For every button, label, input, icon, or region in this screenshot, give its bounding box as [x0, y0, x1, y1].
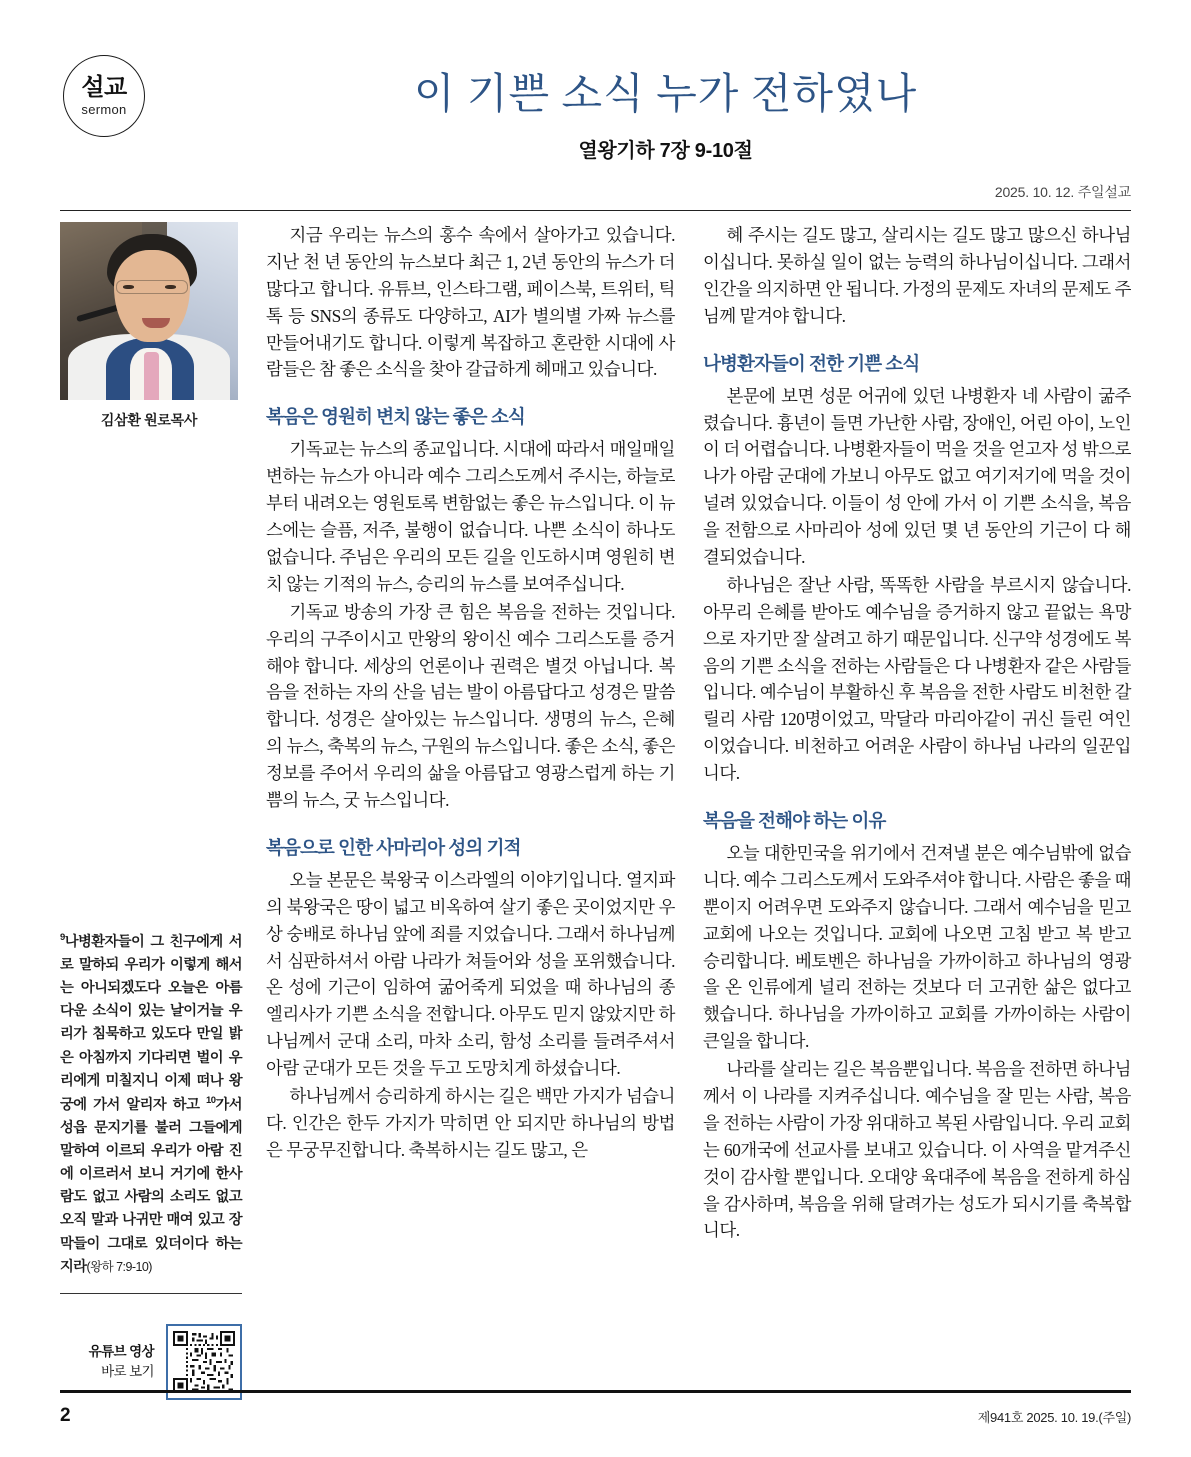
paragraph: 기독교 방송의 가장 큰 힘은 복음을 전하는 것입니다. 우리의 구주이시고 만왕의 왕이신 예수 그리스도를 증거해야 합니다. 세상의 언론이나 권력은 별것 아닙니다. 복음을 전하는 자의 산을 넘는 발이 아름답다고 성경은 말씀합니다. 성경은 살아있는 뉴스입니다. 생명의 뉴스, 은혜의 뉴스, 축복의 뉴스, 구원의 뉴스입니다. 좋은 소식, 좋은 정보를 주어서 우리의 삶을 아름답고 영광스럽게 하는 기쁨의 뉴스, 굿 뉴스입니다.	[266, 601, 675, 810]
verse-marker-10: 10	[206, 1094, 216, 1106]
paragraph: 지금 우리는 뉴스의 홍수 속에서 살아가고 있습니다. 지난 천 년 동안의 뉴스보다 최근 1, 2년 동안의 뉴스가 더 많다고 합니다. 유튜브, 인스타그램, 페이스북, 트위터, 틱톡 등 SNS의 종류도 다양하고, AI가 별의별 가짜 뉴스를 만들어내기도 합니다. 이렇게 복잡하고 혼란한 시대에 사람들은 참 좋은 소식을 찾아 갈급하게 헤매고 있습니다.	[266, 225, 676, 380]
sidebar-divider	[60, 1293, 242, 1294]
middle-article-column	[252, 222, 689, 1362]
youtube-qr-block[interactable]	[60, 1324, 242, 1400]
scripture-quote-part-1: 나병환자들이 그 친구에게 서로 말하되 우리가 이렇게 해서는 아니되겠도다 오늘은 아름다운 소식이 있는 날이거늘 우리가 침묵하고 있도다 만일 밝은 아침까지 기다리면 벌이 우리에게 미칠지니 이제 떠나 왕궁에 가서 알리자 하고	[60, 933, 242, 1113]
page-title: 이 기쁜 소식 누가 전하였나	[413, 72, 918, 118]
page-number: 2	[60, 1405, 71, 1426]
sermon-badge-english-label: sermon	[81, 102, 127, 117]
page-footer	[60, 1405, 1131, 1427]
paragraph: 오늘 대한민국을 위기에서 건져낼 분은 예수님밖에 없습니다. 예수 그리스도께서 도와주셔야 합니다. 사람은 좋을 때뿐이지 어려우면 도와주지 않습니다. 그래서 예수님을 믿고 교회에 나오는 것입니다. 교회에 나오면 고침 받고 복 받고 승리합니다. 베토벤은 하나님을 가까이하고 하나님의 영광을 온 인류에게 널리 전하는 것보다 더 고귀한 삶은 없다고 했습니다. 하나님을 가까이하고 교회를 가까이하는 사람이 큰일을 합니다.	[703, 843, 1131, 1052]
paragraph: 기독교는 뉴스의 종교입니다. 시대에 따라서 매일매일 변하는 뉴스가 아니라 예수 그리스도께서 주시는, 하늘로부터 내려오는 영원토록 변함없는 좋은 뉴스입니다. 이 뉴스에는 슬픔, 저주, 불행이 없습니다. 나쁜 소식이 하나도 없습니다. 주님은 우리의 모든 길을 인도하시며 영원히 변치 않는 기적의 뉴스, 승리의 뉴스를 보여주십니다.	[266, 439, 675, 594]
sermon-badge	[63, 55, 145, 137]
qr-label	[89, 1342, 154, 1383]
scripture-quote-box	[60, 930, 242, 1279]
left-sidebar-column	[60, 222, 252, 1379]
masthead	[0, 0, 1191, 200]
scripture-quote-part-2: 가서 성읍 문지기를 불러 그들에게 말하여 이르되 우리가 아람 진에 이르러서 보니 거기에 한사람도 없고 사람의 소리도 없고 오직 말과 나귀만 매여 있고 장막들이 그대로 있더이다 하는지라	[60, 1096, 242, 1275]
section-heading-lepers-good-news: 나병환자들이 전한 기쁜 소식	[703, 352, 920, 374]
paragraph: 혜 주시는 길도 많고, 살리시는 길도 많고 많으신 하나님이십니다. 못하실 일이 없는 능력의 하나님이십니다. 그래서 인간을 의지하면 안 됩니다. 가정의 문제도 자녀의 문제도 주님께 맡겨야 합니다.	[703, 225, 1131, 326]
right-article-column	[689, 222, 1131, 1362]
issue-info: 제941호 2025. 10. 19.(주일)	[977, 1409, 1131, 1425]
verse-marker-9: 9	[60, 932, 65, 943]
paragraph: 본문에 보면 성문 어귀에 있던 나병환자 네 사람이 굶주렸습니다. 흉년이 들면 가난한 사람, 장애인, 어린 아이, 노인이 더 어렵습니다. 나병환자들이 먹을 것을 얻고자 성 밖으로 나가 아람 군대에 가보니 아무도 없고 여기저기에 먹을 것이 널려 있었습니다. 이들이 성 안에 가서 이 기쁜 소식을, 복음을 전함으로 사마리아 성에 있던 몇 년 동안의 기근이 다 해결되었습니다.	[703, 385, 1131, 567]
section-heading-gospel-unchanging: 복음은 영원히 변치 않는 좋은 소식	[266, 406, 525, 428]
qr-label-line-2: 바로 보기	[101, 1363, 154, 1379]
section-heading-why-preach-gospel: 복음을 전해야 하는 이유	[703, 809, 886, 831]
paragraph: 하나님은 잘난 사람, 똑똑한 사람을 부르시지 않습니다. 아무리 은혜를 받아도 예수님을 증거하지 않고 끝없는 욕망으로 자기만 잘 살려고 하기 때문입니다. 신구약 성경에도 복음의 기쁜 소식을 전하는 사람들은 다 나병환자 같은 사람들입니다. 예수님이 부활하신 후 복음을 전한 사람도 비천한 갈릴리 사람 120명이었고, 막달라 마리아같이 귀신 들린 여인이었습니다. 비천하고 어려운 사람이 하나님 나라의 일꾼입니다.	[703, 574, 1131, 784]
section-heading-samaria-miracle: 복음으로 인한 사마리아 성의 기적	[266, 836, 521, 858]
portrait-caption: 김삼환 원로목사	[100, 412, 198, 428]
pastor-portrait-photo	[60, 222, 238, 400]
footer-divider	[60, 1390, 1131, 1393]
scripture-citation: (왕하 7:9-10)	[86, 1259, 152, 1274]
scripture-reference: 열왕기하 7장 9-10절	[578, 140, 753, 163]
sermon-date: 2025. 10. 12. 주일설교	[994, 184, 1131, 200]
header-divider	[60, 210, 1131, 211]
title-block	[200, 70, 1131, 163]
qr-code[interactable]	[166, 1324, 242, 1400]
qr-label-line-1: 유튜브 영상	[88, 1343, 154, 1359]
scripture-quote-text	[60, 930, 242, 1279]
paragraph: 오늘 본문은 북왕국 이스라엘의 이야기입니다. 열지파의 북왕국은 땅이 넓고 비옥하여 살기 좋은 곳이었지만 우상 숭배로 하나님 앞에 죄를 지었습니다. 그래서 하나님께서 심판하셔서 아람 나라가 쳐들어와 성을 포위했습니다. 온 성에 기근이 임하여 굶어죽게 되었을 때 하나님의 종 엘리사가 기쁜 소식을 전합니다. 아무도 믿지 않았지만 하나님께서 군대 소리, 마차 소리, 함성 소리를 들려주셔서 아람 군대가 모든 것을 두고 도망치게 하셨습니다.	[266, 869, 675, 1079]
paragraph: 나라를 살리는 길은 복음뿐입니다. 복음을 전하면 하나님께서 이 나라를 지켜주십니다. 예수님을 잘 믿는 사람, 복음을 전하는 사람이 가장 위대하고 복된 사람입니다. 우리 교회는 60개국에 선교사를 보내고 있습니다. 이 사역을 맡겨주신 것이 감사할 뿐입니다. 오대양 육대주에 복음을 전하게 하심을 감사하며, 복음을 위해 달려가는 성도가 되시기를 축복합니다.	[703, 1059, 1131, 1241]
sermon-badge-korean-label: 설교	[81, 74, 127, 101]
paragraph: 하나님께서 승리하게 하시는 길은 백만 가지가 넘습니다. 인간은 한두 가지가 막히면 안 되지만 하나님의 방법은 무궁무진합니다. 축복하시는 길도 많고, 은	[266, 1086, 675, 1160]
article-columns	[60, 222, 1131, 1379]
